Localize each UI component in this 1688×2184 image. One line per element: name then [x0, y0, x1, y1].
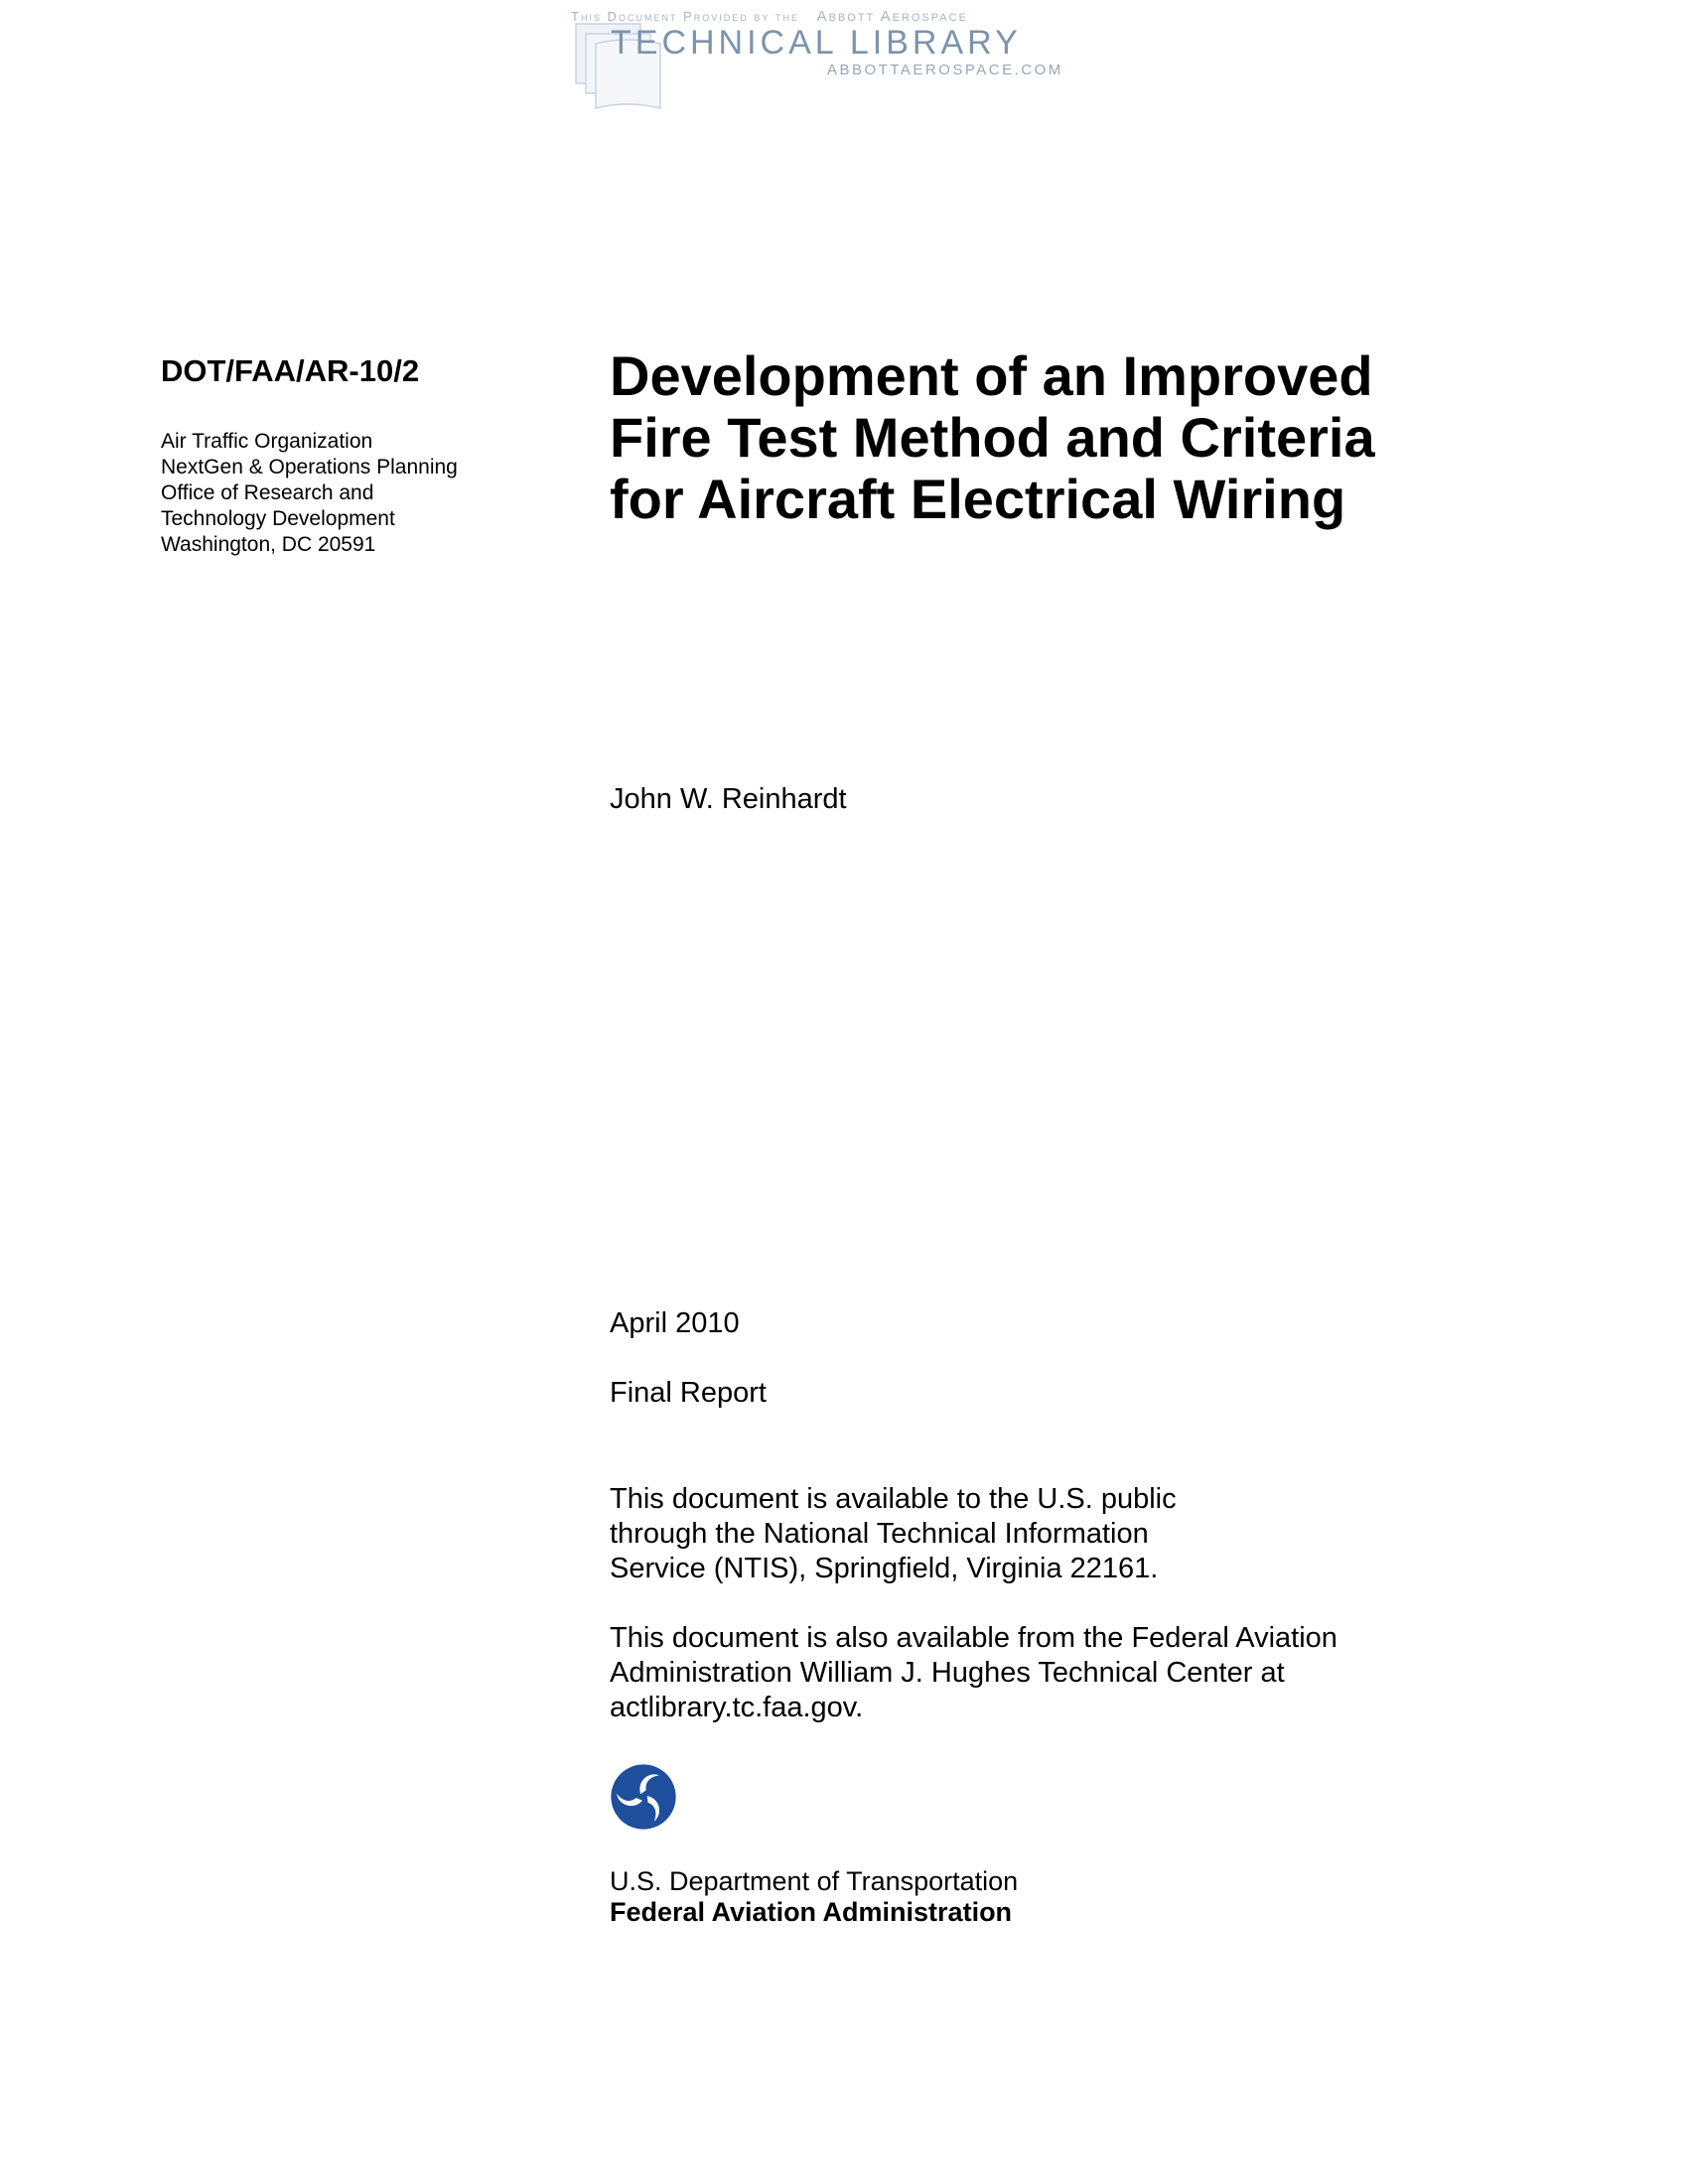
paragraph-line: actlibrary.tc.faa.gov. [610, 1692, 864, 1723]
paragraph-line: through the National Technical Information [610, 1518, 1149, 1550]
report-date: April 2010 [610, 1307, 740, 1339]
paragraph-line: Administration William J. Hughes Technical Center at [610, 1657, 1285, 1689]
sponsor-address [161, 429, 458, 558]
watermark-title: TECHNICAL LIBRARY [611, 24, 1022, 62]
address-line: Office of Research and [161, 481, 374, 504]
agency-administration: Federal Aviation Administration [610, 1897, 1013, 1927]
availability-ntis [610, 1482, 1603, 1586]
paragraph-line: This document is also available from the Federal Aviation [610, 1622, 1337, 1654]
title-line: Development of an Improved [610, 344, 1373, 407]
watermark-header [571, 4, 1087, 113]
title-line: for Aircraft Electrical Wiring [610, 468, 1346, 530]
address-line: Technology Development [161, 507, 395, 530]
agency-block [610, 1866, 1018, 1928]
watermark-url: ABBOTTAEROSPACE.COM [827, 62, 1063, 78]
paragraph-line: This document is available to the U.S. public [610, 1483, 1177, 1515]
watermark-prefix: This Document Provided by the [571, 9, 799, 24]
address-line: Air Traffic Organization [161, 430, 373, 453]
report-type: Final Report [610, 1377, 767, 1409]
paragraph-line: Service (NTIS), Springfield, Virginia 22161. [610, 1553, 1159, 1584]
dot-logo-icon [610, 1763, 677, 1831]
address-line: NextGen & Operations Planning [161, 456, 458, 478]
watermark-provided-by [571, 8, 1087, 25]
title-line: Fire Test Method and Criteria [610, 406, 1375, 469]
availability-faa [610, 1621, 1603, 1725]
watermark-suffix: Abbott Aerospace [816, 8, 968, 25]
author: John W. Reinhardt [610, 783, 847, 815]
agency-department: U.S. Department of Transportation [610, 1866, 1019, 1896]
address-line: Washington, DC 20591 [161, 533, 376, 556]
report-title [610, 345, 1603, 530]
report-number: DOT/FAA/AR-10/2 [161, 353, 420, 388]
